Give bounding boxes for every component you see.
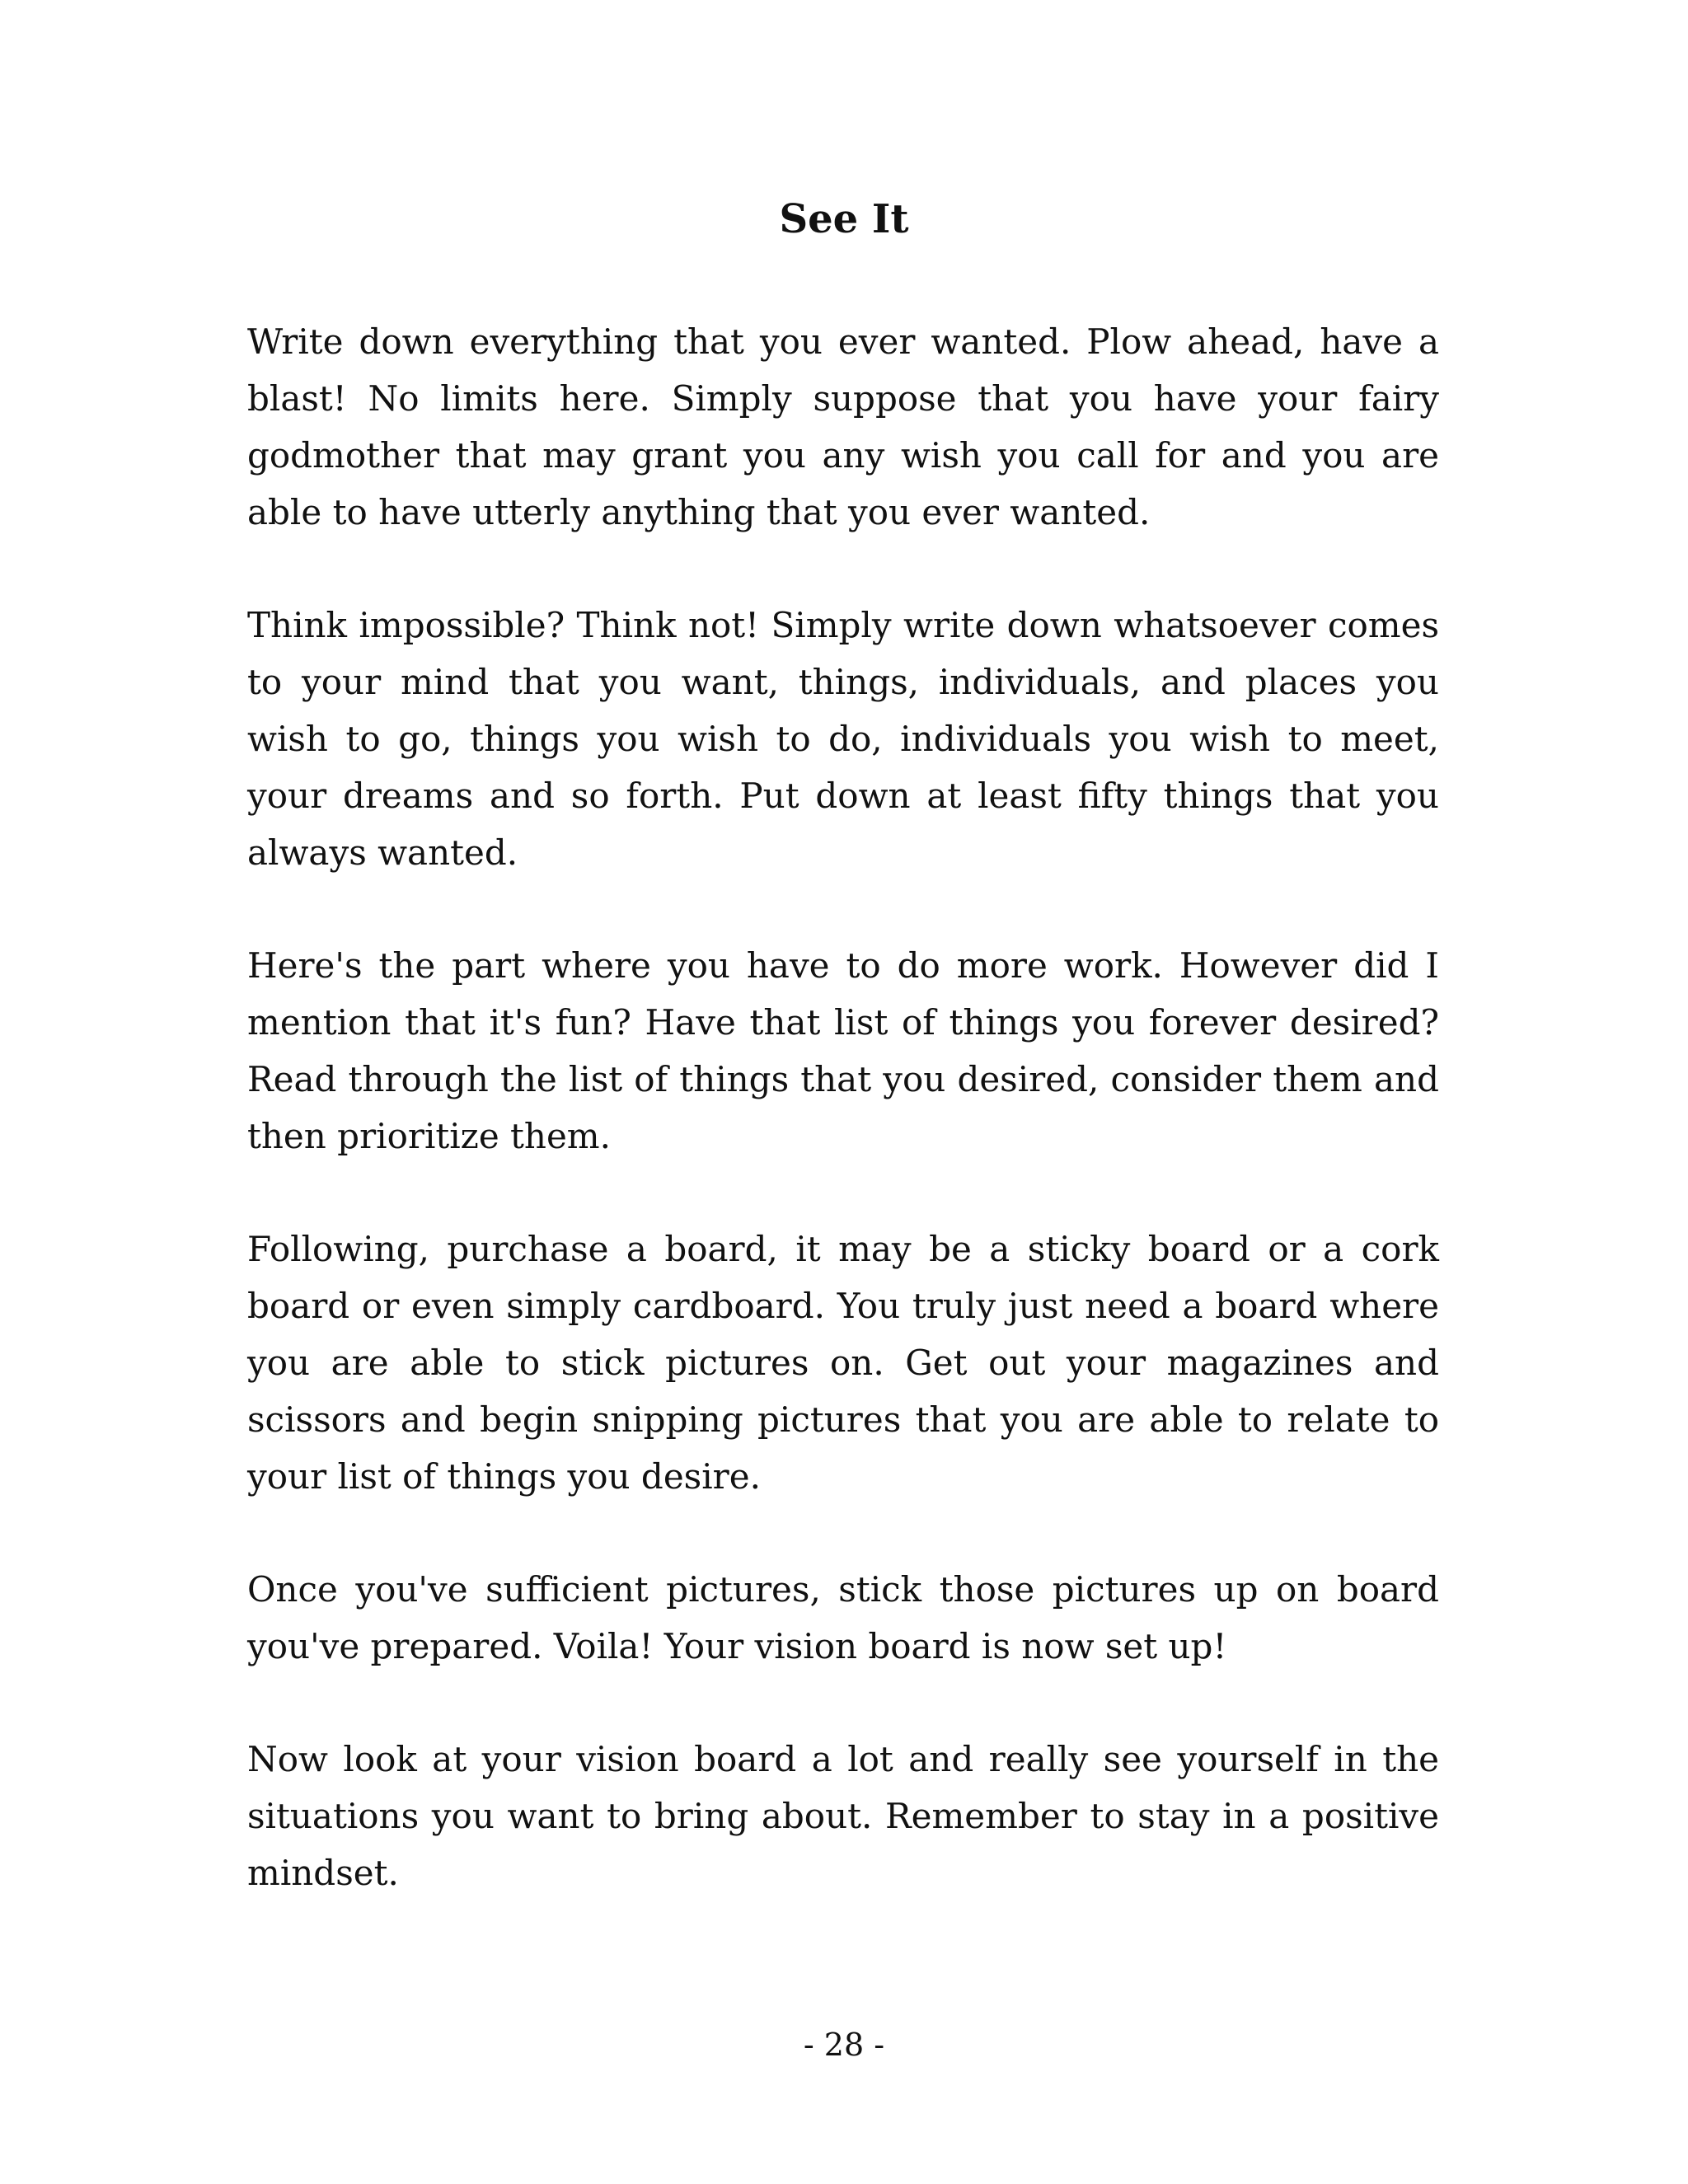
paragraph-5: Once you've sufficient pictures, stick those pictures up on board you've prepared. Voila! Your vision board is now set up! [247, 1569, 1439, 1666]
paragraph-3: Here's the part where you have to do more work. However did I mention that it's fun? Have that list of things you forever desired? Read through the list of things that you desired, consider them and then prioritize them. [247, 945, 1439, 1156]
page-title: See It [779, 196, 909, 242]
paragraph-2: Think impossible? Think not! Simply write down whatsoever comes to your mind that you want, things, individuals, and places you wish to go, things you wish to do, individuals you wish to meet, your dreams and so forth. Put down at least fifty things that you always wanted. [247, 605, 1439, 873]
paragraph-6: Now look at your vision board a lot and really see yourself in the situations you want to bring about. Remember to stay in a positive mindset. [247, 1739, 1439, 1893]
paragraph-4: Following, purchase a board, it may be a sticky board or a cork board or even simply cardboard. You truly just need a board where you are able to stick pictures on. Get out your magazines and scissors and begin snipping pictures that you are able to relate to your list of things you desire. [247, 1229, 1439, 1497]
page-number: - 28 - [803, 2027, 885, 2063]
paragraph-1: Write down everything that you ever wanted. Plow ahead, have a blast! No limits here. Simply suppose that you have your fairy godmother that may grant you any wish you call for and you are able to have utterly anything that you ever wanted. [247, 321, 1439, 532]
page-body [247, 313, 1439, 1957]
